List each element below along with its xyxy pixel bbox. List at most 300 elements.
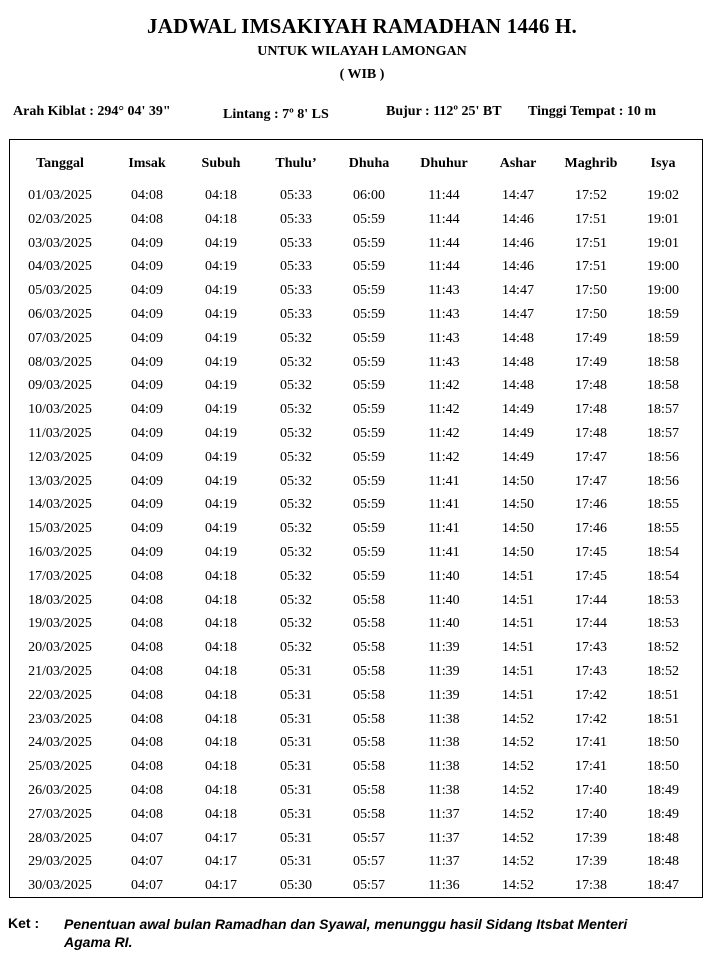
table-row (10, 448, 702, 472)
longitude: Bujur : 112º 25' BT (386, 104, 502, 119)
time-cell: 19:02 (647, 188, 679, 203)
time-cell: 04:18 (205, 640, 237, 656)
time-cell: 04:08 (131, 711, 163, 727)
time-cell: 06:00 (353, 188, 385, 203)
time-cell: 18:53 (647, 592, 679, 608)
time-cell: 14:48 (502, 378, 534, 394)
column-header: Ashar (499, 156, 537, 171)
table-row (10, 686, 702, 710)
table-row (10, 376, 702, 400)
time-cell: 18:49 (647, 783, 679, 798)
time-cell: 05:33 (280, 188, 312, 203)
time-cell: 04:08 (131, 759, 163, 775)
table-row (10, 495, 702, 519)
time-cell: 05:59 (353, 568, 385, 584)
table-row (10, 757, 702, 781)
time-cell: 05:31 (280, 830, 312, 846)
time-cell: 05:58 (353, 711, 385, 727)
time-cell: 04:18 (205, 616, 237, 632)
time-cell: 05:32 (280, 521, 312, 537)
time-cell: 05:57 (353, 854, 385, 870)
time-cell: 04:19 (205, 402, 237, 418)
table-header (10, 140, 702, 180)
time-cell: 05:59 (353, 402, 385, 418)
time-cell: 14:52 (502, 759, 534, 775)
time-cell: 18:54 (647, 568, 679, 584)
time-cell: 05:33 (280, 259, 312, 275)
time-cell: 18:53 (647, 616, 679, 632)
time-cell: 04:08 (131, 568, 163, 584)
time-cell: 05:33 (280, 283, 312, 299)
time-cell: 17:40 (575, 806, 607, 822)
time-cell: 17:41 (575, 735, 607, 751)
table-row (10, 614, 702, 638)
time-cell: 04:18 (205, 664, 237, 679)
time-cell: 14:51 (502, 592, 534, 608)
time-cell: 14:47 (502, 283, 534, 299)
time-cell: 17:38 (575, 878, 607, 894)
time-cell: 05:57 (353, 878, 385, 894)
time-cell: 04:19 (205, 497, 237, 513)
time-cell: 04:19 (205, 283, 237, 299)
date-cell: 19/03/2025 (28, 616, 92, 632)
time-cell: 05:32 (280, 378, 312, 394)
time-cell: 14:46 (502, 235, 534, 251)
time-cell: 14:50 (502, 497, 534, 513)
note-text (64, 915, 712, 951)
time-cell: 14:46 (502, 211, 534, 227)
time-cell: 17:49 (575, 354, 607, 370)
time-cell: 17:43 (575, 664, 607, 679)
time-cell: 19:01 (647, 211, 679, 227)
time-cell: 05:32 (280, 592, 312, 608)
time-cell: 04:09 (131, 235, 163, 251)
time-cell: 04:18 (205, 687, 237, 703)
table-row (10, 519, 702, 543)
date-cell: 17/03/2025 (28, 568, 92, 584)
time-cell: 14:49 (502, 426, 534, 441)
time-cell: 05:58 (353, 759, 385, 775)
time-cell: 17:44 (575, 592, 607, 608)
time-cell: 14:49 (502, 449, 534, 465)
time-cell: 14:52 (502, 830, 534, 846)
time-cell: 05:59 (353, 283, 385, 299)
time-cell: 14:47 (502, 307, 534, 322)
time-cell: 04:17 (205, 878, 237, 894)
time-cell: 18:52 (647, 664, 679, 679)
table-row (10, 424, 702, 448)
time-cell: 05:58 (353, 664, 385, 679)
date-cell: 14/03/2025 (28, 497, 92, 513)
time-cell: 05:59 (353, 354, 385, 370)
time-cell: 11:40 (428, 616, 460, 632)
date-cell: 09/03/2025 (28, 378, 92, 394)
time-cell: 18:56 (647, 449, 679, 465)
time-cell: 17:39 (575, 854, 607, 870)
date-cell: 26/03/2025 (28, 783, 92, 798)
time-cell: 17:48 (575, 402, 607, 418)
date-cell: 06/03/2025 (28, 307, 92, 322)
time-cell: 05:31 (280, 735, 312, 751)
time-cell: 04:09 (131, 521, 163, 537)
time-cell: 11:39 (428, 687, 460, 703)
time-cell: 18:54 (647, 545, 679, 560)
table-row (10, 567, 702, 591)
time-cell: 05:32 (280, 616, 312, 632)
time-cell: 04:18 (205, 783, 237, 798)
time-cell: 04:09 (131, 283, 163, 299)
date-cell: 18/03/2025 (28, 592, 92, 608)
time-cell: 18:48 (647, 830, 679, 846)
time-cell: 14:51 (502, 664, 534, 679)
column-header: Isya (650, 156, 676, 171)
time-cell: 14:48 (502, 330, 534, 346)
table-row (10, 591, 702, 615)
time-cell: 04:08 (131, 664, 163, 679)
time-cell: 17:47 (575, 449, 607, 465)
time-cell: 04:17 (205, 830, 237, 846)
table-row (10, 852, 702, 876)
time-cell: 04:18 (205, 568, 237, 584)
time-cell: 18:55 (647, 497, 679, 513)
time-cell: 04:19 (205, 449, 237, 465)
time-cell: 18:58 (647, 354, 679, 370)
date-cell: 04/03/2025 (28, 259, 92, 275)
table-row (10, 305, 702, 329)
elevation: Tinggi Tempat : 10 m (528, 104, 657, 119)
date-cell: 21/03/2025 (28, 664, 92, 679)
time-cell: 04:18 (205, 806, 237, 822)
time-cell: 05:59 (353, 378, 385, 394)
date-cell: 08/03/2025 (28, 354, 92, 370)
column-header: Imsak (128, 156, 166, 171)
time-cell: 17:44 (575, 616, 607, 632)
time-cell: 18:57 (647, 402, 679, 418)
time-cell: 05:57 (353, 830, 385, 846)
time-cell: 05:32 (280, 330, 312, 346)
time-cell: 05:58 (353, 783, 385, 798)
time-cell: 17:50 (575, 307, 607, 322)
time-cell: 14:46 (502, 259, 534, 275)
date-cell: 01/03/2025 (28, 188, 92, 203)
schedule-table (9, 139, 703, 898)
table-row (10, 638, 702, 662)
time-cell: 04:09 (131, 473, 163, 489)
time-cell: 04:18 (205, 211, 237, 227)
time-cell: 04:08 (131, 188, 163, 203)
time-cell: 17:45 (575, 568, 607, 584)
note-line: Penentuan awal bulan Ramadhan dan Syawal, menunggu hasil Sidang Itsbat Menteri (64, 916, 628, 932)
time-cell: 17:48 (575, 378, 607, 394)
column-header: Dhuhur (420, 156, 468, 171)
time-cell: 04:09 (131, 307, 163, 322)
time-cell: 17:42 (575, 711, 607, 727)
note-label: Ket : (8, 915, 40, 931)
time-cell: 11:42 (428, 426, 460, 441)
time-cell: 05:59 (353, 330, 385, 346)
time-cell: 04:09 (131, 426, 163, 441)
date-cell: 27/03/2025 (28, 806, 92, 822)
time-cell: 14:50 (502, 545, 534, 560)
time-cell: 05:32 (280, 402, 312, 418)
time-cell: 11:43 (428, 330, 460, 346)
time-cell: 17:51 (575, 211, 607, 227)
time-cell: 04:08 (131, 616, 163, 632)
latitude: Lintang : 7º 8' LS (223, 107, 329, 122)
time-cell: 05:32 (280, 449, 312, 465)
date-cell: 12/03/2025 (28, 449, 92, 465)
time-cell: 04:19 (205, 259, 237, 275)
time-cell: 11:41 (428, 473, 460, 489)
time-cell: 04:08 (131, 211, 163, 227)
table-row (10, 186, 702, 210)
time-cell: 17:46 (575, 497, 607, 513)
time-cell: 05:59 (353, 307, 385, 322)
time-cell: 04:09 (131, 378, 163, 394)
time-cell: 17:52 (575, 188, 607, 203)
date-cell: 29/03/2025 (28, 854, 92, 870)
time-cell: 11:39 (428, 664, 460, 679)
time-cell: 04:19 (205, 378, 237, 394)
table-row (10, 710, 702, 734)
time-cell: 05:58 (353, 687, 385, 703)
time-cell: 17:51 (575, 235, 607, 251)
time-cell: 17:49 (575, 330, 607, 346)
time-cell: 14:49 (502, 402, 534, 418)
time-cell: 04:07 (131, 854, 163, 870)
date-cell: 15/03/2025 (28, 521, 92, 537)
time-cell: 04:09 (131, 354, 163, 370)
time-cell: 05:59 (353, 211, 385, 227)
time-cell: 05:32 (280, 497, 312, 513)
time-cell: 04:08 (131, 806, 163, 822)
time-cell: 18:59 (647, 330, 679, 346)
table-row (10, 829, 702, 853)
time-cell: 14:52 (502, 783, 534, 798)
time-cell: 04:08 (131, 783, 163, 798)
date-cell: 05/03/2025 (28, 283, 92, 299)
time-cell: 17:40 (575, 783, 607, 798)
time-cell: 19:01 (647, 235, 679, 251)
time-cell: 05:33 (280, 307, 312, 322)
time-cell: 04:19 (205, 426, 237, 441)
time-cell: 11:36 (428, 878, 460, 894)
time-cell: 05:30 (280, 878, 312, 894)
time-cell: 18:47 (647, 878, 679, 894)
column-header: Maghrib (564, 156, 618, 171)
time-cell: 14:51 (502, 640, 534, 656)
time-cell: 11:37 (428, 854, 460, 870)
time-cell: 11:44 (428, 235, 460, 251)
time-cell: 05:59 (353, 545, 385, 560)
time-cell: 11:42 (428, 449, 460, 465)
timezone-label: ( WIB ) (339, 67, 385, 82)
date-cell: 28/03/2025 (28, 830, 92, 846)
region-subtitle: UNTUK WILAYAH LAMONGAN (257, 44, 467, 59)
date-cell: 22/03/2025 (28, 687, 92, 703)
date-cell: 03/03/2025 (28, 235, 92, 251)
time-cell: 11:38 (428, 783, 460, 798)
table-row (10, 353, 702, 377)
time-cell: 05:32 (280, 473, 312, 489)
time-cell: 19:00 (647, 283, 679, 299)
time-cell: 14:51 (502, 616, 534, 632)
time-cell: 05:59 (353, 449, 385, 465)
date-cell: 11/03/2025 (28, 426, 92, 441)
time-cell: 05:31 (280, 806, 312, 822)
time-cell: 05:33 (280, 211, 312, 227)
table-row (10, 257, 702, 281)
time-cell: 05:33 (280, 235, 312, 251)
time-cell: 18:51 (647, 711, 679, 727)
table-row (10, 733, 702, 757)
time-cell: 17:48 (575, 426, 607, 441)
time-cell: 17:42 (575, 687, 607, 703)
time-cell: 05:58 (353, 735, 385, 751)
time-cell: 14:50 (502, 473, 534, 489)
time-cell: 05:31 (280, 711, 312, 727)
time-cell: 04:08 (131, 640, 163, 656)
qibla-direction: Arah Kiblat : 294° 04' 39" (13, 104, 171, 119)
time-cell: 17:47 (575, 473, 607, 489)
table-row (10, 400, 702, 424)
table-row (10, 805, 702, 829)
time-cell: 11:43 (428, 283, 460, 299)
column-header: Dhuha (348, 156, 390, 171)
time-cell: 05:59 (353, 426, 385, 441)
time-cell: 14:52 (502, 711, 534, 727)
date-cell: 24/03/2025 (28, 735, 92, 751)
time-cell: 05:31 (280, 783, 312, 798)
time-cell: 05:32 (280, 640, 312, 656)
time-cell: 04:08 (131, 592, 163, 608)
time-cell: 05:58 (353, 806, 385, 822)
date-cell: 16/03/2025 (28, 545, 92, 560)
time-cell: 18:49 (647, 806, 679, 822)
date-cell: 25/03/2025 (28, 759, 92, 775)
time-cell: 11:43 (428, 307, 460, 322)
time-cell: 04:17 (205, 854, 237, 870)
page-title: JADWAL IMSAKIYAH RAMADHAN 1446 H. (147, 14, 577, 38)
table-row (10, 662, 702, 686)
column-header: Tanggal (36, 156, 84, 171)
time-cell: 04:19 (205, 521, 237, 537)
time-cell: 17:50 (575, 283, 607, 299)
time-cell: 04:19 (205, 307, 237, 322)
time-cell: 11:38 (428, 735, 460, 751)
time-cell: 14:51 (502, 687, 534, 703)
time-cell: 18:50 (647, 735, 679, 751)
time-cell: 11:38 (428, 759, 460, 775)
table-row (10, 876, 702, 900)
time-cell: 04:18 (205, 711, 237, 727)
time-cell: 05:32 (280, 568, 312, 584)
time-cell: 14:52 (502, 735, 534, 751)
time-cell: 04:19 (205, 330, 237, 346)
time-cell: 18:50 (647, 759, 679, 775)
table-row (10, 210, 702, 234)
time-cell: 14:50 (502, 521, 534, 537)
time-cell: 11:44 (428, 211, 460, 227)
date-cell: 30/03/2025 (28, 878, 92, 894)
time-cell: 17:41 (575, 759, 607, 775)
date-cell: 20/03/2025 (28, 640, 92, 656)
time-cell: 05:31 (280, 759, 312, 775)
time-cell: 04:09 (131, 449, 163, 465)
time-cell: 05:59 (353, 497, 385, 513)
column-header: Subuh (201, 156, 241, 171)
date-cell: 23/03/2025 (28, 711, 92, 727)
time-cell: 11:41 (428, 521, 460, 537)
time-cell: 05:59 (353, 235, 385, 251)
time-cell: 04:08 (131, 687, 163, 703)
time-cell: 11:38 (428, 711, 460, 727)
note-line: Agama RI. (64, 934, 133, 950)
time-cell: 04:07 (131, 830, 163, 846)
time-cell: 11:42 (428, 402, 460, 418)
time-cell: 14:51 (502, 568, 534, 584)
time-cell: 04:09 (131, 402, 163, 418)
time-cell: 04:09 (131, 545, 163, 560)
time-cell: 11:40 (428, 592, 460, 608)
date-cell: 07/03/2025 (28, 330, 92, 346)
time-cell: 05:59 (353, 521, 385, 537)
time-cell: 11:39 (428, 640, 460, 656)
time-cell: 11:41 (428, 545, 460, 560)
time-cell: 05:58 (353, 616, 385, 632)
time-cell: 11:43 (428, 354, 460, 370)
time-cell: 05:59 (353, 473, 385, 489)
time-cell: 18:58 (647, 378, 679, 394)
time-cell: 14:48 (502, 354, 534, 370)
time-cell: 18:48 (647, 854, 679, 870)
time-cell: 17:43 (575, 640, 607, 656)
time-cell: 11:44 (428, 259, 460, 275)
time-cell: 05:31 (280, 687, 312, 703)
time-cell: 05:32 (280, 545, 312, 560)
time-cell: 05:31 (280, 854, 312, 870)
column-header: Thulu’ (275, 156, 317, 171)
table-row (10, 234, 702, 258)
time-cell: 04:18 (205, 592, 237, 608)
time-cell: 04:18 (205, 188, 237, 203)
time-cell: 05:58 (353, 640, 385, 656)
date-cell: 10/03/2025 (28, 402, 92, 418)
time-cell: 18:55 (647, 521, 679, 537)
time-cell: 11:40 (428, 568, 460, 584)
time-cell: 14:47 (502, 188, 534, 203)
time-cell: 04:08 (131, 735, 163, 751)
time-cell: 04:09 (131, 259, 163, 275)
time-cell: 05:58 (353, 592, 385, 608)
time-cell: 04:19 (205, 235, 237, 251)
time-cell: 11:37 (428, 830, 460, 846)
time-cell: 04:09 (131, 497, 163, 513)
time-cell: 18:57 (647, 426, 679, 441)
time-cell: 04:19 (205, 473, 237, 489)
time-cell: 17:46 (575, 521, 607, 537)
time-cell: 04:19 (205, 354, 237, 370)
time-cell: 17:39 (575, 830, 607, 846)
time-cell: 05:59 (353, 259, 385, 275)
table-row (10, 472, 702, 496)
time-cell: 19:00 (647, 259, 679, 275)
time-cell: 04:19 (205, 545, 237, 560)
table-row (10, 543, 702, 567)
time-cell: 05:32 (280, 426, 312, 441)
time-cell: 17:45 (575, 545, 607, 560)
time-cell: 14:52 (502, 854, 534, 870)
